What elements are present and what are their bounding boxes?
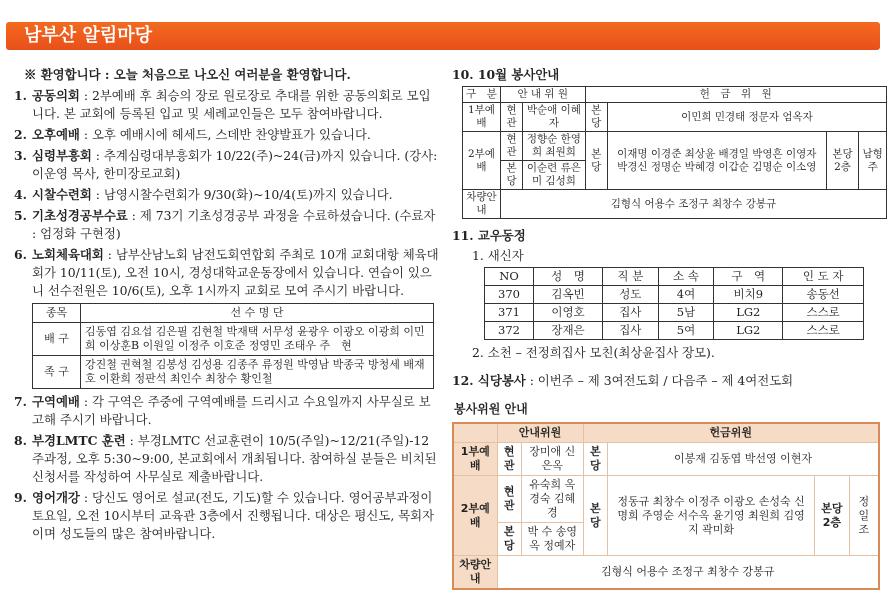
vol-names: 정일조 xyxy=(849,476,879,556)
item-title: 오후예배 xyxy=(32,127,80,142)
vol-location: 본당 xyxy=(583,443,607,476)
vol-header-ushers: 안내위원 xyxy=(497,423,583,443)
notice-item xyxy=(14,207,439,243)
svc-names: 이순련 류은미 김성희 xyxy=(523,161,585,190)
item-text: : 각 구역은 주중에 구역예배를 드리시고 수요일까지 사무실로 보고해 주시기 바랍니다. xyxy=(32,394,431,427)
members-header: 성 명 xyxy=(534,268,603,286)
notice-item xyxy=(14,393,439,429)
item-number: 2. xyxy=(14,127,27,142)
item-text: : 2부예배 후 최승의 장로 원로장로 추대를 위한 공동의회로 모입니다. 본 교회에 등록된 입교 및 세례교인들은 모두 참여바랍니다. xyxy=(32,88,431,121)
members-cell: 4여 xyxy=(658,286,714,304)
members-cell: 이영호 xyxy=(534,304,603,322)
notice-item xyxy=(14,432,439,486)
subsection-new-members: 1. 새신자 xyxy=(472,248,524,263)
item-title: 기초성경공부수료 xyxy=(32,208,128,223)
cafeteria-notice xyxy=(452,372,880,390)
members-cell: 김옥빈 xyxy=(534,286,603,304)
members-cell: 371 xyxy=(485,304,534,322)
svc-names: 김형식 어용수 조정구 최창수 강봉규 xyxy=(500,190,886,219)
roster-header-sport: 종목 xyxy=(33,304,81,323)
item-number: 8. xyxy=(14,433,27,448)
members-cell: 372 xyxy=(485,322,534,340)
roster-header-players: 선 수 명 단 xyxy=(81,304,434,323)
notice-item xyxy=(14,489,439,543)
notice-item xyxy=(14,87,439,123)
table-row xyxy=(485,322,864,340)
table-row xyxy=(463,190,887,219)
table-row xyxy=(463,103,887,132)
svc-row-label: 2부예배 xyxy=(463,132,501,190)
members-cell: 송동선 xyxy=(783,286,864,304)
svc-row-label: 차량안내 xyxy=(463,190,501,219)
roster-sport: 배 구 xyxy=(33,323,81,356)
vol-names: 장미애 신은옥 xyxy=(521,443,583,476)
section-title-member-news: 11. 교우동정 xyxy=(452,228,526,243)
members-cell: 장재은 xyxy=(534,322,603,340)
vol-names: 유숙희 옥경숙 김혜경 xyxy=(521,476,583,523)
vol-location: 본당 xyxy=(583,476,607,556)
item-text: : 남부산남노회 남전도회연합회 주최로 10개 교회대항 체육대회가 10/11(토), 오전 10시, 경성대학교운동장에서 있습니다. 연습이 있으니 선수전원은 10/6(토), 오후 1시까지 교회로 모여 주시기 바랍니다. xyxy=(32,247,439,298)
section-title-october-service: 10. 10월 봉사안내 xyxy=(452,67,560,82)
members-cell: 5남 xyxy=(658,304,714,322)
item-number: 9. xyxy=(14,490,27,505)
item-number: 1. xyxy=(14,88,27,103)
table-row xyxy=(453,443,879,476)
cafeteria-text: : 이번주 – 제 3여전도회 / 다음주 – 제 4여전도회 xyxy=(525,373,794,388)
roster-sport: 족 구 xyxy=(33,356,81,389)
header-bar xyxy=(6,22,880,50)
svc-header-offering: 헌 금 위 원 xyxy=(585,87,886,103)
roster-names: 강진철 권혁철 김봉성 김성용 김종주 류정원 박영남 박종국 방청세 배재호 이환희 정판석 최인수 최창수 황인철 xyxy=(81,356,434,389)
members-cell: 성도 xyxy=(602,286,658,304)
vol-location: 현관 xyxy=(497,443,521,476)
vol-names: 이봉재 김동엽 박선영 이현자 xyxy=(608,443,879,476)
new-members-table xyxy=(484,267,864,340)
svc-location: 현관 xyxy=(500,132,522,161)
members-cell: 스스로 xyxy=(783,304,864,322)
item-text: : 부경LMTC 선교훈련이 10/5(주일)~12/21(주일)-12주과정, 오후 5:30~9:00, 본교회에서 개최됩니다. 참여하실 분들은 비치된 신청서를 작성하여 사무실로 제출바랍니다. xyxy=(32,433,437,484)
vol-location: 현관 xyxy=(497,476,521,523)
section-title-cafeteria: 12. 식당봉사 xyxy=(452,373,526,388)
item-title: 영어개강 xyxy=(32,490,80,505)
item-title: 부경LMTC 훈련 xyxy=(32,433,126,448)
item-number: 5. xyxy=(14,208,27,223)
item-text: : 당신도 영어로 설교(전도, 기도)할 수 있습니다. 영어공부과정이 토요일, 오전 10시부터 교육관 3층에서 진행됩니다. 대상은 평신도, 목회자이며 성도들의 많은 참여바랍니다. xyxy=(32,490,435,541)
vol-names: 정동규 최창수 이정주 이광오 손성숙 신명희 주영순 서수옥 윤기영 최원희 김영지 곽미화 xyxy=(608,476,815,556)
item-title: 시찰수련회 xyxy=(32,187,92,202)
svc-row-label: 1부예배 xyxy=(463,103,501,132)
svc-location: 현관 xyxy=(500,103,522,132)
svc-names: 이재명 이경준 최상윤 배경일 박영흔 이영자 박경신 정명순 박혜경 이갑순 김명순 이소영 xyxy=(607,132,826,190)
vol-row-label: 2부예배 xyxy=(453,476,497,556)
table-row xyxy=(33,323,434,356)
table-row xyxy=(453,476,879,523)
welcome-notice: ※ 환영합니다 : 오늘 처음으로 나오신 여러분을 환영합니다. xyxy=(24,67,351,82)
members-cell: LG2 xyxy=(714,322,783,340)
item-title: 노회체육대회 xyxy=(32,247,104,262)
svc-header-ushers: 안 내 위 원 xyxy=(500,87,585,103)
members-cell: LG2 xyxy=(714,304,783,322)
svc-header-category: 구 분 xyxy=(463,87,501,103)
table-row xyxy=(463,132,887,161)
right-column xyxy=(452,66,883,590)
svc-location: 본당 xyxy=(500,161,522,190)
vol-header-offering: 헌금위원 xyxy=(583,423,879,443)
svc-location: 본당 xyxy=(585,103,607,132)
volunteer-box-title: 봉사위원 안내 xyxy=(454,402,528,416)
item-title: 심령부흥회 xyxy=(32,148,92,163)
subsection-condolence: 2. 소천 – 전정희집사 모친(최상윤집사 장모). xyxy=(472,345,715,360)
members-header: 소 속 xyxy=(658,268,714,286)
item-number: 6. xyxy=(14,247,27,262)
svc-names: 박순애 이혜자 xyxy=(523,103,585,132)
table-row xyxy=(485,286,864,304)
members-cell: 370 xyxy=(485,286,534,304)
left-column xyxy=(14,66,439,546)
svc-names: 정향순 한영희 최원희 xyxy=(523,132,585,161)
members-header: NO xyxy=(485,268,534,286)
notice-item xyxy=(14,186,439,204)
vol-row-label: 1부예배 xyxy=(453,443,497,476)
notice-item xyxy=(14,246,439,300)
members-cell: 집사 xyxy=(602,322,658,340)
members-cell: 비치9 xyxy=(714,286,783,304)
notice-item xyxy=(14,126,439,144)
notice-item xyxy=(14,147,439,183)
item-number: 7. xyxy=(14,394,27,409)
vol-header-empty xyxy=(453,423,497,443)
item-title: 구역예배 xyxy=(32,394,80,409)
vol-location: 본당 xyxy=(497,523,521,556)
item-text: : 추계심령대부흥회가 10/22(주)~24(금)까지 있습니다. (강사: 이운영 목사, 한미장로교회) xyxy=(32,148,438,181)
vol-row-label: 차량안내 xyxy=(453,556,497,590)
table-row xyxy=(485,304,864,322)
members-header: 구 역 xyxy=(714,268,783,286)
item-number: 3. xyxy=(14,148,27,163)
item-text: : 오후 예배시에 헤세드, 스데반 찬양발표가 있습니다. xyxy=(79,127,371,142)
members-cell: 집사 xyxy=(602,304,658,322)
vol-names: 박 수 송영옥 정예자 xyxy=(521,523,583,556)
vol-location: 본당 2층 xyxy=(815,476,850,556)
table-row xyxy=(453,556,879,590)
members-header: 직 분 xyxy=(602,268,658,286)
item-number: 4. xyxy=(14,187,27,202)
members-cell: 5여 xyxy=(658,322,714,340)
vol-names: 김형식 어용수 조정구 최창수 강봉규 xyxy=(497,556,879,590)
page-title: 남부산 알림마당 xyxy=(24,25,152,46)
svc-location: 본당 xyxy=(585,132,607,190)
item-title: 공동의회 xyxy=(32,88,80,103)
october-service-table xyxy=(462,86,887,219)
svc-names: 남형주 xyxy=(859,132,887,190)
members-cell: 스스로 xyxy=(783,322,864,340)
sports-roster-table xyxy=(32,303,434,389)
roster-names: 김동엽 김요섭 김은필 김현철 박재택 서무성 윤광우 이광오 이광희 이민희 이상훈B 이원일 이정주 이호준 정영민 조태우 주 현 xyxy=(81,323,434,356)
svc-location: 본당 2층 xyxy=(826,132,859,190)
svc-names: 이민희 민경태 정문자 엄옥자 xyxy=(607,103,886,132)
members-header: 인 도 자 xyxy=(783,268,864,286)
item-text: : 제 73기 기초성경공부 과정을 수료하셨습니다. (수료자 : 엄정화 구현정) xyxy=(32,208,436,241)
item-text: : 남영시찰수련회가 9/30(화)~10/4(토)까지 있습니다. xyxy=(91,187,393,202)
table-row xyxy=(33,356,434,389)
volunteer-table xyxy=(452,422,880,590)
